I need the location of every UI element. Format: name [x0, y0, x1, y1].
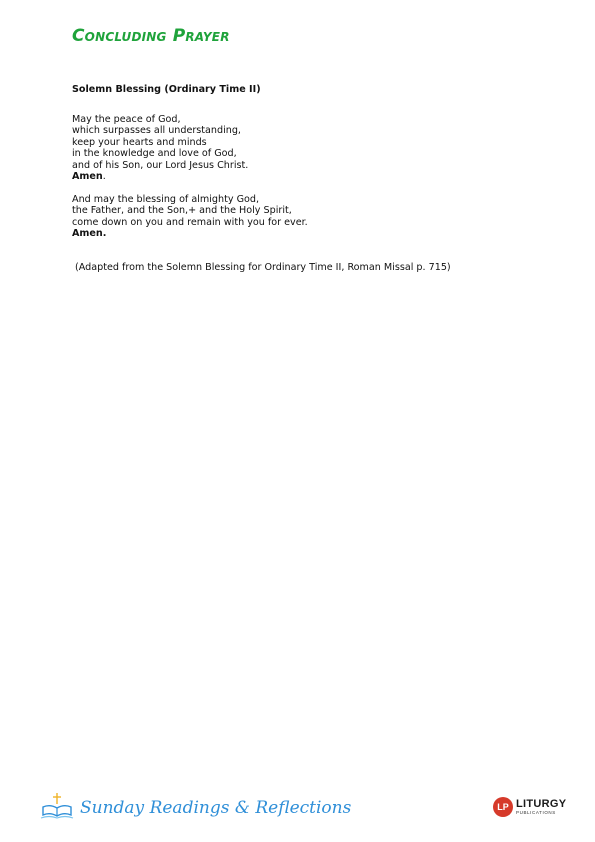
open-book-cross-icon — [40, 792, 74, 824]
publisher-subname: PUBLICATIONS — [516, 809, 556, 815]
stanza-response: Amen. — [72, 171, 106, 182]
stanza-line: which surpasses all understanding, — [72, 125, 241, 136]
series-title: Sunday Readings & Reflections — [80, 798, 352, 818]
publisher-logo — [493, 797, 566, 817]
series-branding — [40, 793, 351, 823]
stanza-line: May the peace of God, — [72, 113, 181, 125]
stanza-line: and of his Son, our Lord Jesus Christ. — [72, 159, 249, 171]
source-citation: (Adapted from the Solemn Blessing for Ordinary Time II, Roman Missal p. 715) — [75, 261, 451, 273]
stanza-response: Amen. — [72, 228, 107, 239]
stanza-1 — [72, 114, 542, 183]
stanza-line: keep your hearts and minds — [72, 136, 207, 148]
publisher-wordmark — [516, 799, 566, 816]
prayer-content — [72, 84, 542, 273]
stanza-2 — [72, 194, 542, 240]
stanza-line: in the knowledge and love of God, — [72, 148, 237, 159]
publisher-name: LITURGY — [516, 797, 567, 810]
stanza-line: come down on you and remain with you for ever. — [72, 216, 308, 228]
stanza-line: the Father, and the Son,+ and the Holy Spirit, — [72, 205, 292, 216]
response-word: Amen — [72, 171, 103, 182]
blessing-subtitle: Solemn Blessing (Ordinary Time II) — [72, 84, 261, 95]
publisher-badge: LP — [493, 797, 513, 817]
stanza-line: And may the blessing of almighty God, — [72, 193, 260, 205]
page-heading: Concluding Prayer — [72, 26, 230, 46]
